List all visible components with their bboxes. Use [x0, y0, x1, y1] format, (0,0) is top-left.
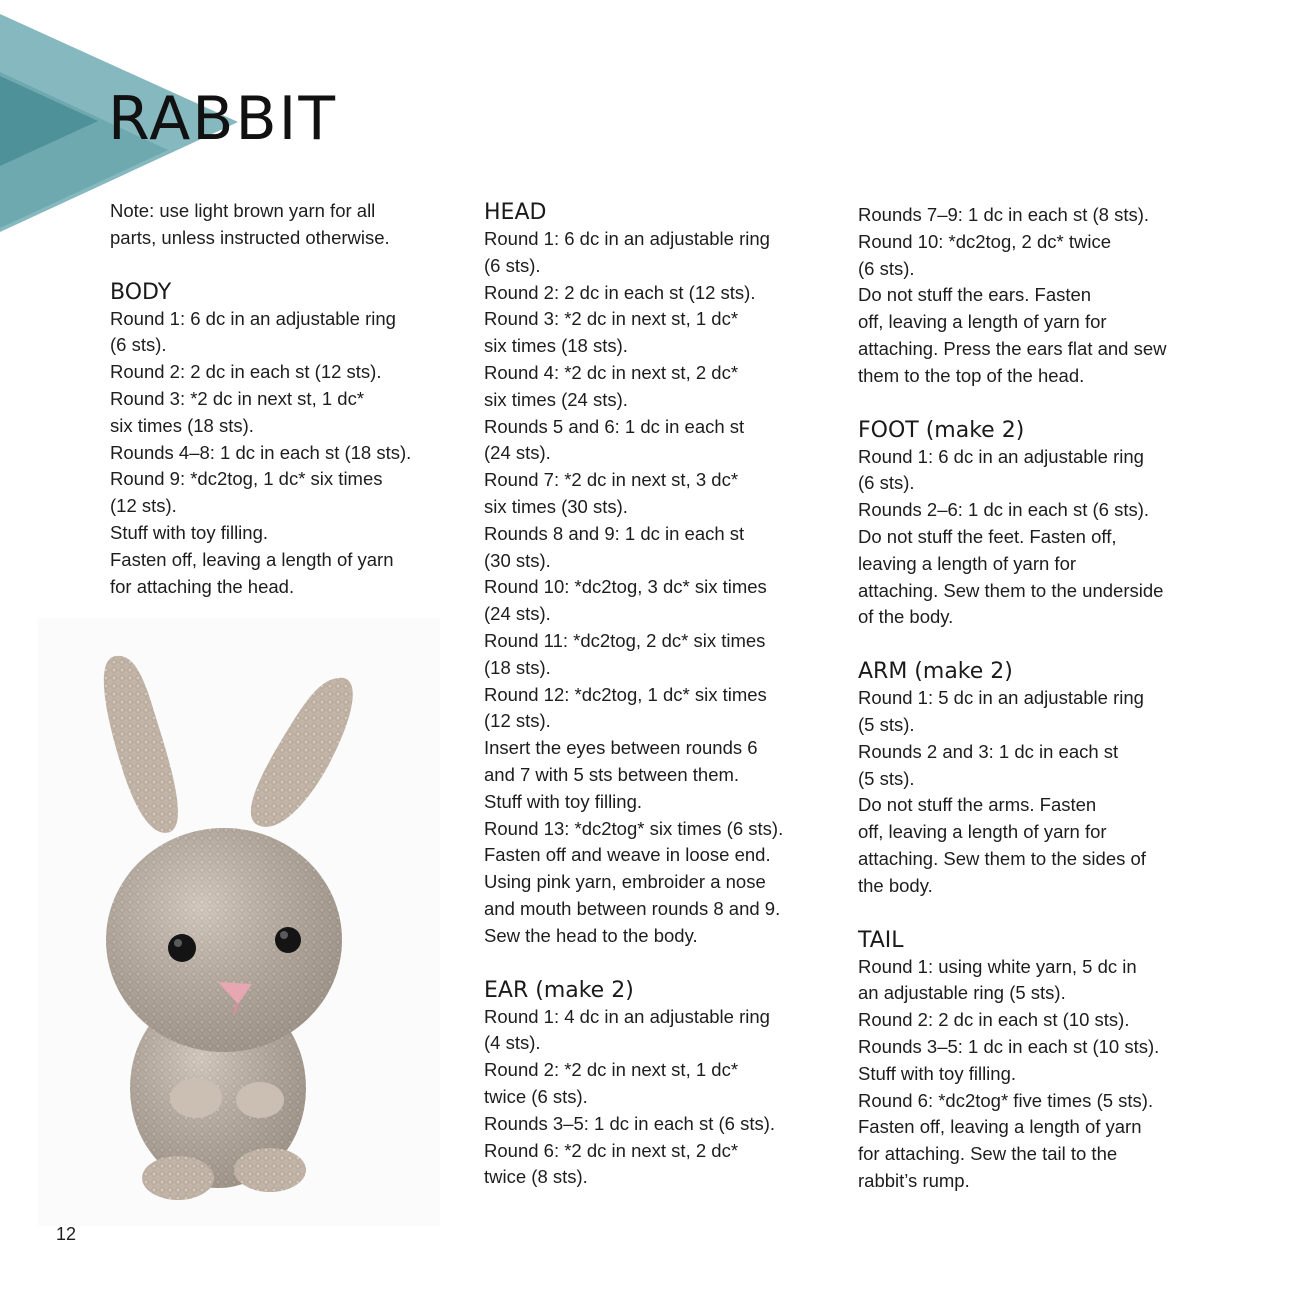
instruction-line: Round 7: *2 dc in next st, 3 dc*: [484, 469, 739, 491]
section-head: [484, 198, 824, 950]
instruction-lines: [484, 1004, 824, 1192]
instruction-line: (24 sts).: [484, 603, 551, 625]
instruction-line: Round 4: *2 dc in next st, 2 dc*: [484, 361, 739, 383]
instruction-line: attaching. Sew them to the sides of: [858, 847, 1146, 869]
section-heading: EAR (make 2): [484, 977, 634, 1003]
section-arm: [858, 657, 1198, 899]
rabbit-illustration: [38, 618, 440, 1226]
instruction-lines: [858, 954, 1198, 1195]
instruction-line: Round 11: *dc2tog, 2 dc* six times: [484, 629, 766, 651]
foot-left: [142, 1156, 214, 1200]
instruction-line: (24 sts).: [484, 442, 551, 464]
rabbit-photo: [38, 618, 440, 1226]
instruction-line: Round 3: *2 dc in next st, 1 dc*: [484, 308, 739, 330]
instruction-line: (12 sts).: [110, 495, 177, 517]
instruction-line: the body.: [858, 874, 933, 896]
instruction-line: Round 1: using white yarn, 5 dc in: [858, 955, 1137, 977]
instruction-line: and 7 with 5 sts between them.: [484, 763, 740, 785]
instruction-line: Fasten off, leaving a length of yarn: [110, 548, 394, 570]
instruction-lines: [110, 306, 440, 601]
section-heading: TAIL: [858, 927, 904, 953]
instruction-line: attaching. Sew them to the underside: [858, 579, 1164, 601]
instruction-line: twice (8 sts).: [484, 1166, 588, 1188]
section-heading: FOOT (make 2): [858, 417, 1025, 443]
yarn-note: [110, 198, 440, 252]
arm-left: [170, 1078, 222, 1118]
instruction-line: Rounds 3–5: 1 dc in each st (6 sts).: [484, 1112, 776, 1134]
instruction-line: (4 sts).: [484, 1032, 541, 1054]
instruction-line: (18 sts).: [484, 656, 551, 678]
instruction-line: Round 1: 4 dc in an adjustable ring: [484, 1005, 770, 1027]
instruction-line: Rounds 5 and 6: 1 dc in each st: [484, 415, 745, 437]
section-ear: [484, 976, 824, 1192]
instruction-line: Using pink yarn, embroider a nose: [484, 871, 766, 893]
instruction-line: leaving a length of yarn for: [858, 552, 1077, 574]
instruction-line: six times (24 sts).: [484, 388, 628, 410]
instruction-line: off, leaving a length of yarn for: [858, 821, 1107, 843]
instruction-line: (6 sts).: [858, 257, 915, 279]
section-body: [110, 278, 440, 601]
column-middle: [484, 198, 824, 1217]
instruction-line: twice (6 sts).: [484, 1085, 588, 1107]
instruction-line: Round 10: *dc2tog, 2 dc* twice: [858, 230, 1111, 252]
instruction-line: (5 sts).: [858, 713, 915, 735]
instruction-line: and mouth between rounds 8 and 9.: [484, 897, 781, 919]
instruction-line: an adjustable ring (5 sts).: [858, 982, 1066, 1004]
instruction-line: six times (18 sts).: [110, 414, 254, 436]
page-number: 12: [56, 1224, 77, 1244]
instruction-line: Round 13: *dc2tog* six times (6 sts).: [484, 817, 784, 839]
section-heading: ARM (make 2): [858, 659, 1013, 685]
instruction-line: Do not stuff the ears. Fasten: [858, 284, 1092, 306]
right-ear: [251, 678, 353, 827]
instruction-line: Round 1: 6 dc in an adjustable ring: [110, 307, 396, 329]
right-eye: [275, 927, 301, 953]
instruction-line: Do not stuff the arms. Fasten: [858, 794, 1097, 816]
page-title: RABBIT: [108, 84, 337, 154]
instruction-line: Rounds 3–5: 1 dc in each st (10 sts).: [858, 1035, 1160, 1057]
left-ear: [104, 656, 178, 833]
instruction-line: Rounds 4–8: 1 dc in each st (18 sts).: [110, 441, 412, 463]
instruction-line: Round 2: 2 dc in each st (12 sts).: [484, 281, 756, 303]
instruction-line: Round 2: 2 dc in each st (10 sts).: [858, 1009, 1130, 1031]
instruction-line: Round 3: *2 dc in next st, 1 dc*: [110, 387, 365, 409]
instruction-line: Round 6: *dc2tog* five times (5 sts).: [858, 1089, 1154, 1111]
instruction-line: Rounds 2 and 3: 1 dc in each st: [858, 740, 1119, 762]
instruction-line: Rounds 2–6: 1 dc in each st (6 sts).: [858, 499, 1150, 521]
section-heading: BODY: [110, 279, 172, 305]
instruction-line: Round 2: *2 dc in next st, 1 dc*: [484, 1059, 739, 1081]
instruction-lines: [858, 202, 1198, 390]
instruction-line: Note: use light brown yarn for all: [110, 200, 376, 221]
column-right: [858, 202, 1198, 1221]
section-tail: [858, 926, 1198, 1195]
instruction-line: Round 1: 6 dc in an adjustable ring: [484, 228, 770, 249]
instruction-line: for attaching the head.: [110, 575, 295, 597]
instruction-lines: [858, 685, 1198, 899]
instruction-line: Round 1: 6 dc in an adjustable ring: [858, 445, 1144, 467]
section-foot: [858, 416, 1198, 632]
instruction-lines: [484, 226, 824, 950]
instruction-line: Stuff with toy filling.: [484, 790, 643, 812]
instruction-line: Fasten off and weave in loose end.: [484, 844, 771, 866]
instruction-line: Round 2: 2 dc in each st (12 sts).: [110, 361, 382, 383]
instruction-line: Rounds 7–9: 1 dc in each st (8 sts).: [858, 204, 1150, 225]
left-eye: [168, 934, 196, 962]
instruction-line: Sew the head to the body.: [484, 924, 698, 946]
instruction-line: (30 sts).: [484, 549, 551, 571]
instruction-line: Round 10: *dc2tog, 3 dc* six times: [484, 576, 767, 598]
arm-right: [236, 1082, 284, 1118]
instruction-line: for attaching. Sew the tail to the: [858, 1143, 1118, 1165]
instruction-line: (6 sts).: [858, 472, 915, 494]
instruction-line: six times (30 sts).: [484, 495, 628, 517]
instruction-line: (6 sts).: [110, 334, 167, 356]
instruction-line: (6 sts).: [484, 254, 541, 276]
instruction-line: Insert the eyes between rounds 6: [484, 737, 758, 759]
instruction-line: (5 sts).: [858, 767, 915, 789]
instruction-line: six times (18 sts).: [484, 335, 628, 357]
instruction-line: attaching. Press the ears flat and sew: [858, 337, 1167, 359]
instruction-line: Round 12: *dc2tog, 1 dc* six times: [484, 683, 767, 705]
section-heading: HEAD: [484, 200, 547, 225]
foot-right: [234, 1148, 306, 1192]
instruction-line: Stuff with toy filling.: [110, 521, 269, 543]
instruction-line: Fasten off, leaving a length of yarn: [858, 1116, 1142, 1138]
instruction-line: rabbit’s rump.: [858, 1169, 970, 1191]
instruction-line: them to the top of the head.: [858, 364, 1085, 386]
section-ear-continued: [858, 202, 1198, 390]
instruction-line: Round 6: *2 dc in next st, 2 dc*: [484, 1139, 739, 1161]
instruction-line: Rounds 8 and 9: 1 dc in each st: [484, 522, 745, 544]
column-left: [110, 198, 440, 626]
instruction-line: Round 9: *dc2tog, 1 dc* six times: [110, 468, 383, 490]
instruction-line: (12 sts).: [484, 710, 551, 732]
instruction-line: off, leaving a length of yarn for: [858, 311, 1107, 333]
instruction-line: parts, unless instructed otherwise.: [110, 226, 390, 248]
instruction-line: Round 1: 5 dc in an adjustable ring: [858, 687, 1144, 709]
instruction-line: Stuff with toy filling.: [858, 1062, 1017, 1084]
instruction-line: Do not stuff the feet. Fasten off,: [858, 525, 1117, 547]
instruction-line: of the body.: [858, 606, 954, 628]
instruction-lines: [858, 444, 1198, 632]
